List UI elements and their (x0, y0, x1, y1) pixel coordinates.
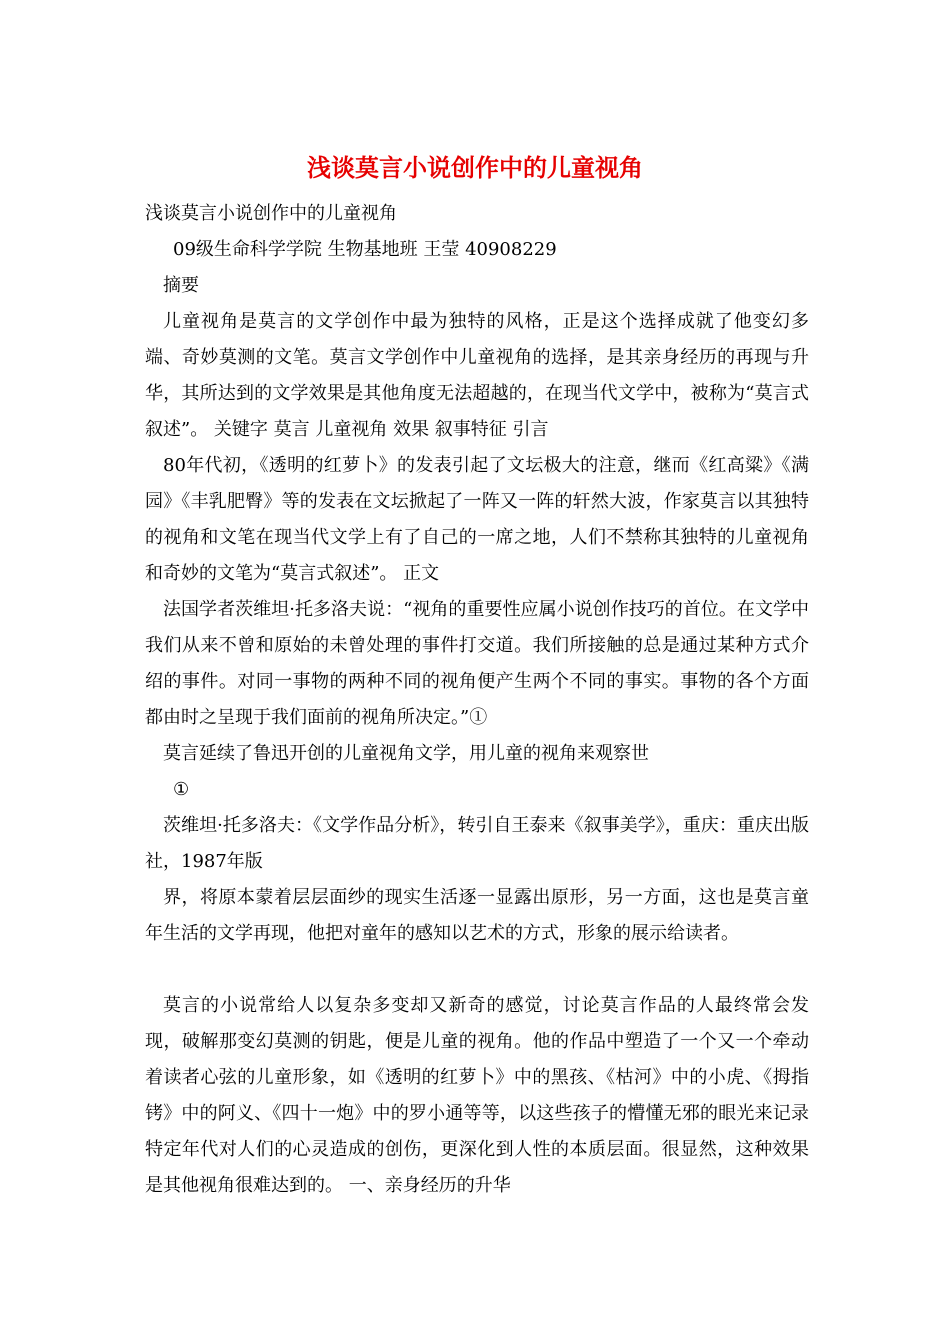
body-paragraph-partial: 莫言延续了鲁迅开创的儿童视角文学，用儿童的视角来观察世 (163, 743, 649, 764)
footnote-marker: ① (173, 779, 190, 800)
paragraph-gap (145, 952, 809, 988)
body-paragraph-continued: 界，将原本蒙着层层面纱的现实生活逐一显露出原形，另一方面，这也是莫言童年生活的文学再现，他把对童年的感知以艺术的方式，形象的展示给读者。 (145, 887, 809, 944)
intro-paragraph: 80年代初，《透明的红萝卜》的发表引起了文坛极大的注意，继而《红高粱》《满园》《丰乳肥臀》等的发表在文坛掀起了一阵又一阵的轩然大波，作家莫言以其独特的视角和文笔在现当代文学上有了自己的一席之地，人们不禁称其独特的儿童视角和奇妙的文笔为“莫言式叙述”。 正文 (145, 455, 809, 584)
author-line: 09级生命科学学院 生物基地班 王莹 40908229 (173, 239, 557, 260)
body-paragraph-children: 莫言的小说常给人以复杂多变却又新奇的感觉，讨论莫言作品的人最终常会发现，破解那变幻莫测的钥匙，便是儿童的视角。他的作品中塑造了一个又一个牵动着读者心弦的儿童形象，如《透明的红萝卜》中的黑孩、《枯河》中的小虎、《拇指铐》中的阿义、《四十一炮》中的罗小通等等，以这些孩子的懵懂无邪的眼光来记录特定年代对人们的心灵造成的创伤，更深化到人性的本质层面。很显然，这种效果是其他视角很难达到的。 一、亲身经历的升华 (145, 995, 809, 1196)
subtitle-line: 浅谈莫言小说创作中的儿童视角 (145, 203, 397, 224)
footnote-text: 茨维坦·托多洛夫：《文学作品分析》，转引自王泰来《叙事美学》，重庆：重庆出版社，1987年版 (145, 815, 809, 872)
document-title: 浅谈莫言小说创作中的儿童视角 (307, 154, 643, 182)
document-body (145, 196, 809, 1204)
abstract-paragraph: 儿童视角是莫言的文学创作中最为独特的风格，正是这个选择成就了他变幻多端、奇妙莫测的文笔。莫言文学创作中儿童视角的选择，是其亲身经历的再现与升华，其所达到的文学效果是其他角度无法超越的，在现当代文学中，被称为“莫言式叙述”。 关键字 莫言 儿童视角 效果 叙事特征 引言 (145, 311, 809, 440)
abstract-heading: 摘要 (163, 275, 199, 296)
body-paragraph-quote: 法国学者茨维坦·托多洛夫说：“视角的重要性应属小说创作技巧的首位。在文学中我们从来不曾和原始的未曾处理的事件打交道。我们所接触的总是通过某种方式介绍的事件。对同一事物的两种不同的视角便产生两个不同的事实。事物的各个方面都由时之呈现于我们面前的视角所决定。”① (145, 599, 809, 728)
